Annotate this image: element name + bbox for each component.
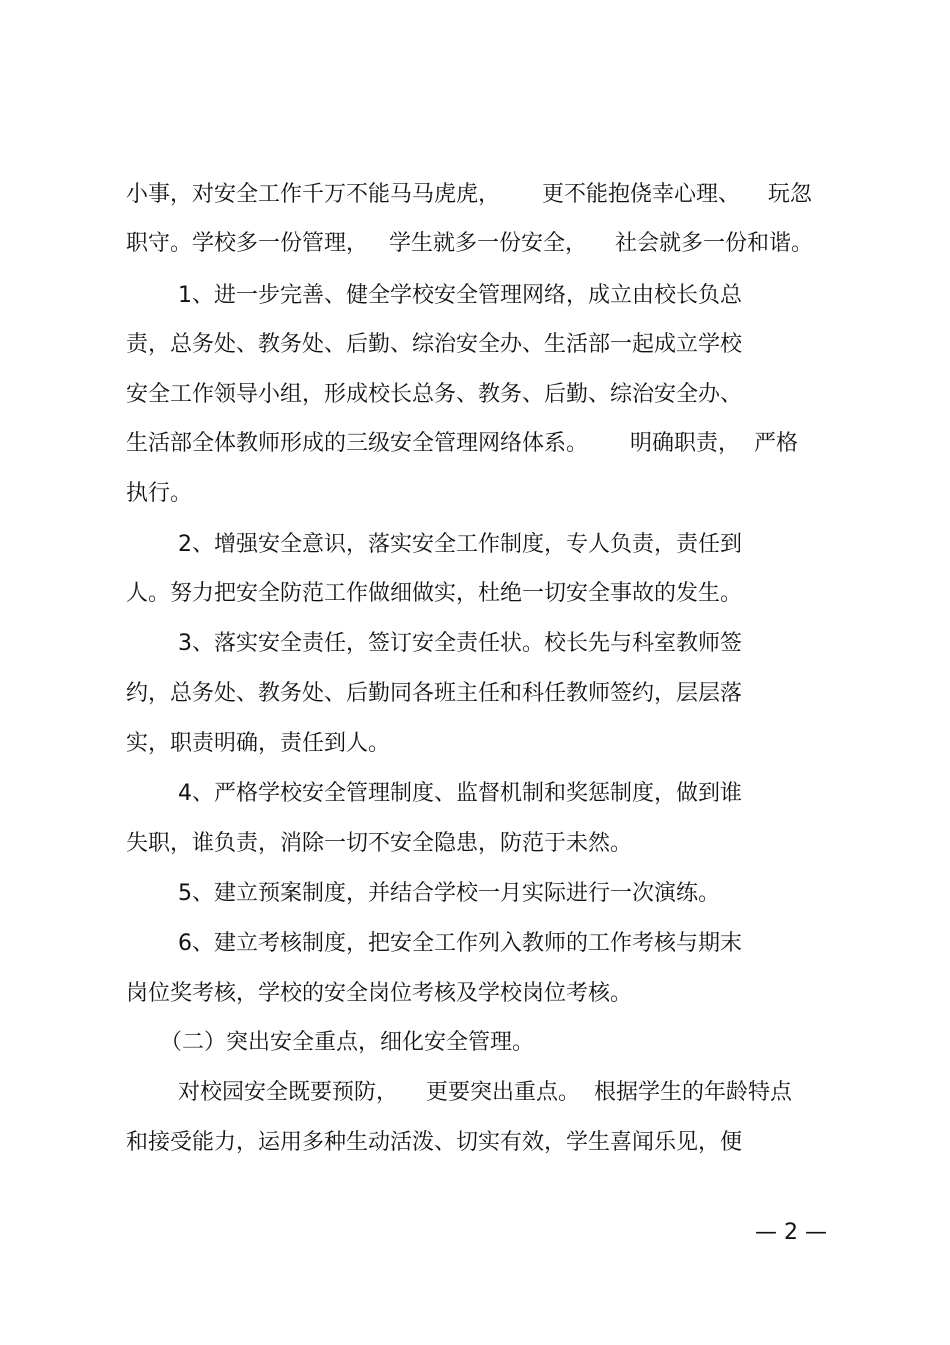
text-line-5: 安全工作领导小组，形成校长总务、教务、后勤、综治安全办、	[126, 382, 743, 407]
page-number: — 2 —	[755, 1220, 827, 1245]
text-line-12: 实，职责明确，责任到人。	[126, 731, 391, 756]
text-line-3: 1、进一步完善、健全学校安全管理网络，成立由校长负总	[178, 283, 742, 308]
text-line-1: 小事，对安全工作千万不能马马虎虎， 更不能抱侥幸心理、 玩忽	[126, 182, 812, 207]
text-line-8: 2、增强安全意识，落实安全工作制度，专人负责，责任到	[178, 532, 742, 557]
text-line-7: 执行。	[126, 481, 193, 506]
text-line-4: 责，总务处、教务处、后勤、综治安全办、生活部一起成立学校	[126, 332, 743, 357]
text-line-19: 对校园安全既要预防， 更要突出重点。 根据学生的年龄特点	[178, 1080, 792, 1105]
text-line-13: 4、严格学校安全管理制度、监督机制和奖惩制度，做到谁	[178, 781, 742, 806]
text-line-15: 5、建立预案制度，并结合学校一月实际进行一次演练。	[178, 881, 720, 906]
text-line-2: 职守。学校多一份管理， 学生就多一份安全， 社会就多一份和谐。	[126, 231, 813, 256]
text-line-16: 6、建立考核制度，把安全工作列入教师的工作考核与期末	[178, 931, 742, 956]
section-heading: （二）突出安全重点，细化安全管理。	[160, 1030, 535, 1055]
text-line-11: 约，总务处、教务处、后勤同各班主任和科任教师签约，层层落	[126, 681, 743, 706]
text-line-6: 生活部全体教师形成的三级安全管理网络体系。 明确职责， 严格	[126, 431, 798, 456]
text-line-20: 和接受能力，运用多种生动活泼、切实有效，学生喜闻乐见，便	[126, 1130, 743, 1155]
text-line-9: 人。努力把安全防范工作做细做实，杜绝一切安全事故的发生。	[126, 581, 743, 606]
text-line-14: 失职，谁负责，消除一切不安全隐患，防范于未然。	[126, 831, 633, 856]
text-line-10: 3、落实安全责任，签订安全责任状。校长先与科室教师签	[178, 631, 742, 656]
text-line-17: 岗位奖考核，学校的安全岗位考核及学校岗位考核。	[126, 981, 633, 1006]
